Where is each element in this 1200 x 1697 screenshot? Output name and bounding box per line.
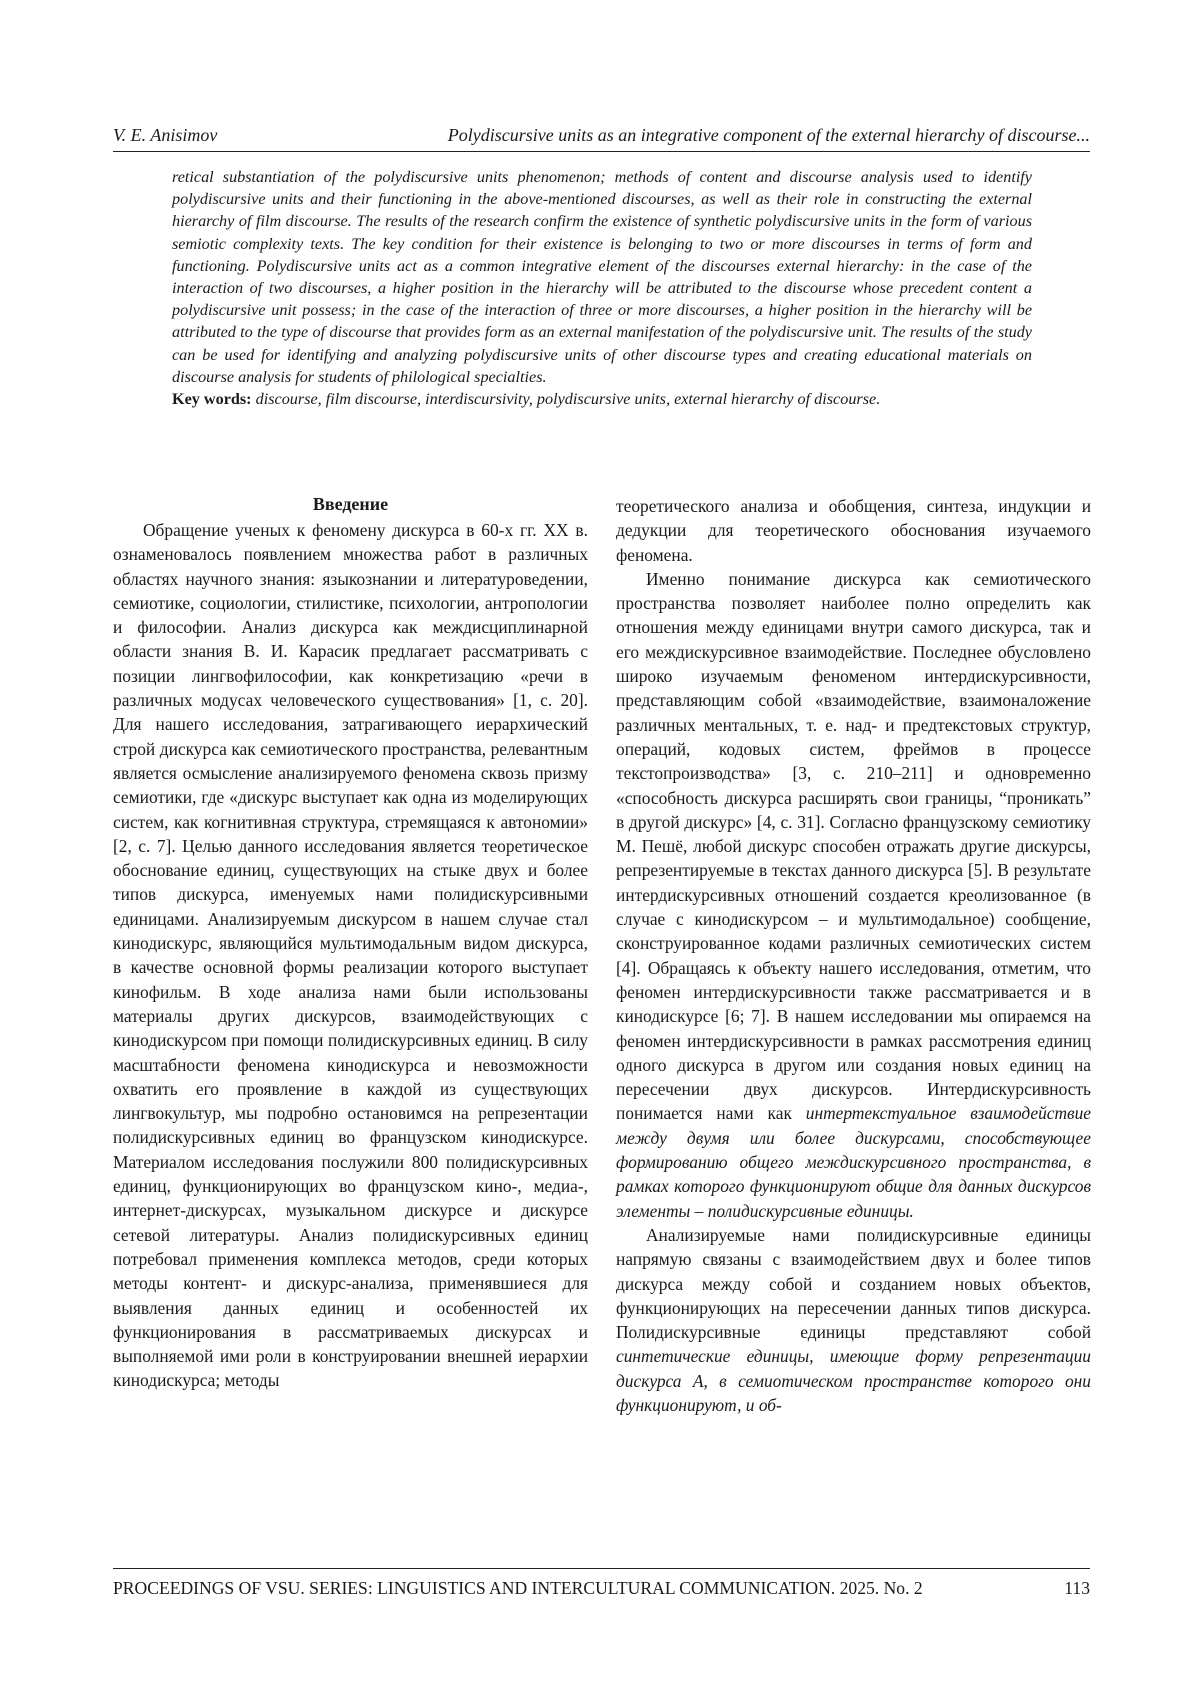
- definition-emphasis: интертекстуальное взаимодействие между двумя или более дискурсами, способствующее формированию общего междискурсивного пространства, в рамках которого функционируют общие для данных дискурсов элементы – полидискурсивные единицы.: [616, 1103, 1091, 1220]
- journal-name: PROCEEDINGS OF VSU. SERIES: LINGUISTICS AND INTERCULTURAL COMMUNICATION. 2025. No. 2: [113, 1576, 923, 1600]
- running-head-author: V. E. Anisimov: [113, 124, 217, 146]
- section-heading: Введение: [113, 492, 588, 516]
- paragraph: [616, 1223, 1091, 1417]
- keywords: [172, 388, 1032, 410]
- header-divider: [113, 151, 1090, 152]
- paragraph: Обращение ученых к феномену дискурса в 60-х гг. XX в. ознаменовалось появлением множества работ в различных областях научного знания: языкознании и литературоведении, семиотике, социологии, стилистике, психологии, антропологии и философии. Анализ дискурса как междисциплинарной области знания В. И. Карасик предлагает рассматривать с позиции лингвофилософии, как конкретизацию «речи в различных модусах человеческого существования» [1, с. 20]. Для нашего исследования, затрагивающего иерархический строй дискурса как семиотического пространства, релевантным является осмысление анализируемого феномена сквозь призму семиотики, где «дискурс выступает как одна из моделирующих систем, как когнитивная структура, стремящаяся к автономии» [2, с. 7]. Целью данного исследования является теоретическое обоснование единиц, существующих на стыке двух и более типов дискурса, именуемых нами полидискурсивными единицами. Анализируемым дискурсом в нашем случае стал кинодискурс, являющийся мультимодальным видом дискурса, в качестве основной формы реализации которого выступает кинофильм. В ходе анализа нами были использованы материалы других дискурсов, взаимодействующих с кинодискурсом при помощи полидискурсивных единиц. В силу масштабности феномена кинодискурса и невозможности охватить его проявление в каждой из существующих лингвокультур, мы подробно остановимся на репрезентации полидискурсивных единиц во французском кинодискурсе. Материалом исследования послужили 800 полидискурсивных единиц, функционирующих во французском кино-, медиа-, интернет-дискурсах, музыкальном дискурсе и дискурсе сетевой литературы. Анализ полидискурсивных единиц потребовал применения комплекса методов, среди которых методы контент- и дискурс-анализа, применявшиеся для выявления данных единиц и особенностей их функционирования в рассматриваемых дискурсах и выполняемой ими роли в конструировании внешней иерархии кинодискурса; методы: [113, 518, 588, 1393]
- definition-emphasis: синтетические единицы, имеющие форму репрезентации дискурса А, в семиотическом пространстве которого они функционируют, и об-: [616, 1346, 1091, 1415]
- paragraph: [616, 567, 1091, 1223]
- running-head-title: Polydiscursive units as an integrative component of the external hierarchy of discourse...: [448, 124, 1090, 146]
- paragraph-text: Анализируемые нами полидискурсивные единицы напрямую связаны с взаимодействием двух и более типов дискурса между собой и созданием новых объектов, функционирующих на пересечении данных типов дискурса. Полидискурсивные единицы представляют собой: [616, 1225, 1091, 1342]
- left-column: [113, 492, 588, 1393]
- paragraph-text: Именно понимание дискурса как семиотического пространства позволяет наиболее полно определить как отношения между единицами внутри самого дискурса, так и его междискурсивное взаимодействие. Последнее обусловлено широко изучаемым феноменом интердискурсивности, представляющим собой «взаимодействие, взаимоналожение различных ментальных, т. е. над- и предтекстовых структур, операций, кодовых систем, фреймов в процессе текстопроизводства» [3, с. 210–211] и одновременно «способность дискурса расширять свои границы, “проникать” в другой дискурс» [4, с. 31]. Согласно французскому семиотику М. Пешё, любой дискурс способен отражать другие дискурсы, репрезентируемые в текстах данного дискурса [5]. В результате интердискурсивных отношений создается креолизованное (в случае с кинодискурсом – и мультимодальное) сообщение, сконструированное кодами различных семиотических систем [4]. Обращаясь к объекту нашего исследования, отметим, что феномен интердискурсивности также рассматривается и в кинодискурсе [6; 7]. В нашем исследовании мы опираемся на феномен интердискурсивности в рамках рассмотрения единиц одного дискурса в другом или создания новых единиц на пересечении двух дискурсов. Интердискурсивность понимается нами как: [616, 569, 1091, 1124]
- footer-divider: [113, 1568, 1090, 1569]
- article-page: [0, 0, 1200, 1697]
- abstract: [172, 166, 1032, 410]
- paragraph: теоретического анализа и обобщения, синтеза, индукции и дедукции для теоретического обоснования изучаемого феномена.: [616, 494, 1091, 567]
- right-column: [616, 494, 1091, 1417]
- abstract-text: retical substantiation of the polydiscursive units phenomenon; methods of content and discourse analysis used to identify polydiscursive units and their functioning in the above-mentioned discourses, as well as their role in constructing the external hierarchy of film discourse. The results of the research confirm the existence of synthetic polydiscursive units in the form of various semiotic complexity texts. The key condition for their existence is belonging to two or more discourses in terms of form and functioning. Polydiscursive units act as a common integrative element of the discourses external hierarchy: in the case of the interaction of two discourses, a higher position in the hierarchy will be attributed to the discourse whose precedent content a polydiscursive unit possess; in the case of the interaction of three or more discourses, a higher position in the hierarchy will be attributed to the type of discourse that provides form as an external manifestation of the polydiscursive unit. The results of the study can be used for identifying and analyzing polydiscursive units of other discourse types and creating educational materials on discourse analysis for students of philological specialties.: [172, 166, 1032, 388]
- keywords-label: Key words:: [172, 390, 252, 408]
- keywords-text: discourse, film discourse, interdiscursivity, polydiscursive units, external hierarchy of discourse.: [256, 390, 881, 408]
- page-number: 113: [1064, 1576, 1090, 1600]
